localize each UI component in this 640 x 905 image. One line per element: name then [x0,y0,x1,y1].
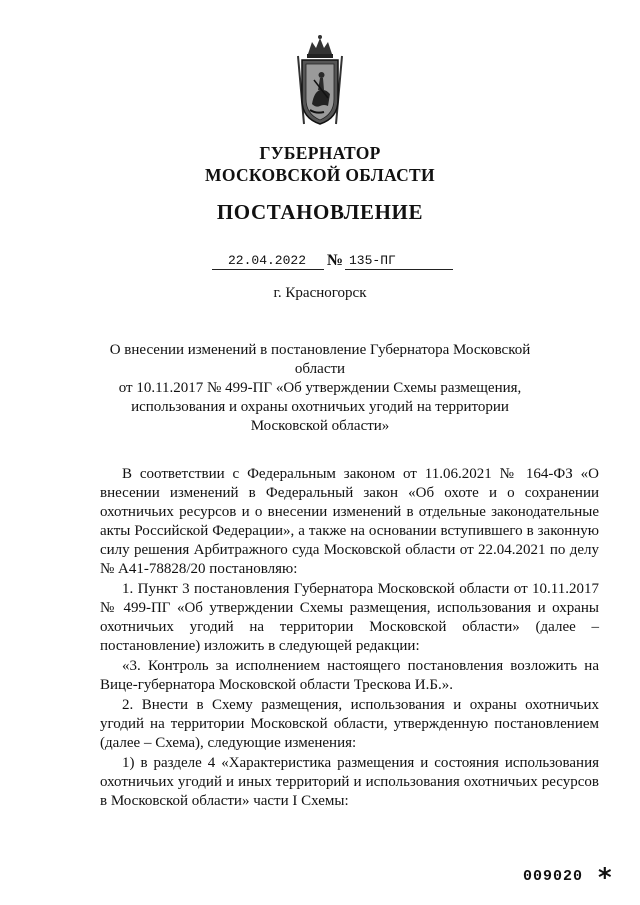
issue-city: г. Красногорск [273,285,367,301]
date-underline [212,269,324,270]
subject-line: использования и охраны охотничьих угодий на территории [131,399,509,415]
document-type: ПОСТАНОВЛЕНИЕ [216,200,424,224]
subject-line: от 10.11.2017 № 499-ПГ «Об утверждении Схемы размещения, [118,380,522,396]
document-date: 22.04.2022 [227,253,306,268]
body-paragraph: В соответствии с Федеральным законом от 11.06.2021 № 164-ФЗ «О внесении изменений в Федеральный закон «Об охоте и о сохранении охотничьих ресурсов и о внесении изменений в отдельные законодательные акты Российской Федерации», а также на основании вступившего в законную силу решения Арбитражного суда Московской области от 22.04.2021 по делу № А41-78828/20 постановляю: [100,466,599,577]
body-paragraph: «3. Контроль за исполнением настоящего постановления возложить на Вице-губернатора Московской области Трескова И.Б.». [100,658,599,693]
asterisk-mark: * [598,863,612,893]
subject-line: О внесении изменений в постановление Губернатора Московской области [109,342,531,377]
document-subject [100,341,540,436]
subject-line: Московской области» [250,418,390,434]
coat-of-arms-emblem [290,34,350,130]
issuer-title: ГУБЕРНАТОР [259,143,381,163]
number-sign: № [327,252,344,269]
body-paragraph: 1) в разделе 4 «Характеристика размещения и состояния использования охотничьих угодий и иных территорий и использования охотничьих ресурсов в Московской области» части I Схемы: [100,755,599,809]
document-number: 135-ПГ [349,253,396,268]
body-paragraph: 1. Пункт 3 постановления Губернатора Московской области от 10.11.2017 № 499-ПГ «Об утверждении Схемы размещения, использования и охраны охотничьих угодий на территории Московской области» (далее – постановление) изложить в следующей редакции: [100,581,599,654]
date-number-line [0,253,640,275]
document-body [100,465,599,812]
number-underline [345,269,453,270]
body-paragraph: 2. Внести в Схему размещения, использования и охраны охотничьих угодий на территории Московской области, утвержденную постановлением (далее – Схема), следующие изменения: [100,697,599,751]
issuer-region: МОСКОВСКОЙ ОБЛАСТИ [205,165,435,185]
barcode-number: 009020 [523,868,584,885]
